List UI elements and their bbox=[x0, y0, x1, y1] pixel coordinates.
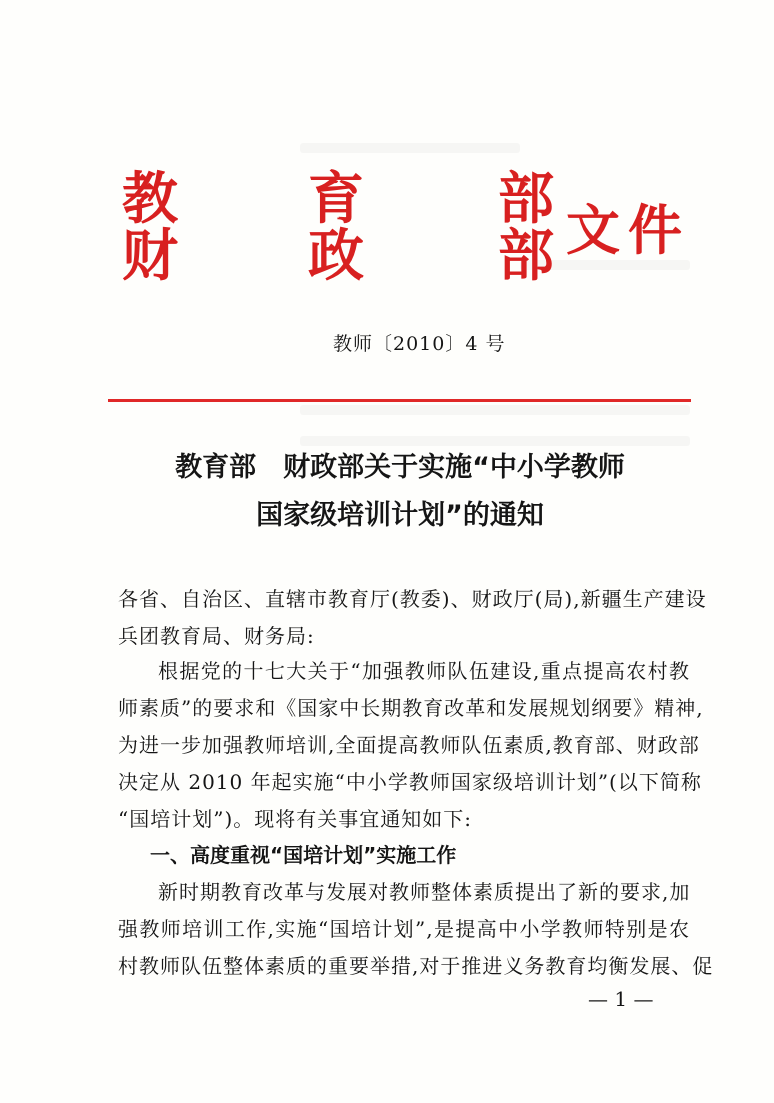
body-line-5: 为进一步加强教师培训,全面提高教师队伍素质,教育部、财政部 bbox=[118, 733, 700, 757]
section-line-2: 强教师培训工作,实施“国培计划”,是提高中小学教师特别是农 bbox=[118, 917, 690, 941]
body-line-1: 各省、自治区、直辖市教育厅(教委)、财政厅(局),新疆生产建设 bbox=[118, 587, 707, 611]
section-heading-1: 一、高度重视“国培计划”实施工作 bbox=[150, 843, 457, 867]
header-char-cai: 财 bbox=[122, 223, 178, 289]
body-line-2: 兵团教育局、财务局: bbox=[118, 624, 315, 648]
header-char-zheng: 政 bbox=[308, 223, 364, 289]
section-line-3: 村教师队伍整体素质的重要举措,对于推进义务教育均衡发展、促 bbox=[118, 954, 714, 978]
page-number: — 1 — bbox=[588, 987, 654, 1011]
header-char-bu-2: 部 bbox=[498, 223, 554, 289]
header-wenjian: 文件 bbox=[566, 198, 690, 262]
bleed-through-mark bbox=[300, 405, 690, 415]
body-line-4: 师素质”的要求和《国家中长期教育改革和发展规划纲要》精神, bbox=[118, 696, 704, 720]
section-line-1: 新时期教育改革与发展对教师整体素质提出了新的要求,加 bbox=[158, 880, 691, 904]
body-line-6: 决定从 2010 年起实施“中小学教师国家级培训计划”(以下简称 bbox=[118, 770, 702, 794]
document-number: 教师〔2010〕4 号 bbox=[333, 333, 506, 355]
body-line-3: 根据党的十七大关于“加强教师队伍建设,重点提高农村教 bbox=[158, 659, 690, 683]
bleed-through-mark bbox=[300, 436, 690, 446]
red-divider-rule bbox=[108, 399, 691, 402]
header-char-yu: 育 bbox=[308, 166, 364, 232]
header-char-bu-1: 部 bbox=[498, 166, 554, 232]
header-char-jiao: 教 bbox=[122, 166, 178, 232]
bleed-through-mark bbox=[300, 143, 520, 153]
notice-title-line-2: 国家级培训计划”的通知 bbox=[256, 500, 544, 531]
notice-title-line-1: 教育部 财政部关于实施“中小学教师 bbox=[175, 452, 625, 483]
body-line-7: “国培计划”)。现将有关事宜通知如下: bbox=[118, 807, 472, 831]
